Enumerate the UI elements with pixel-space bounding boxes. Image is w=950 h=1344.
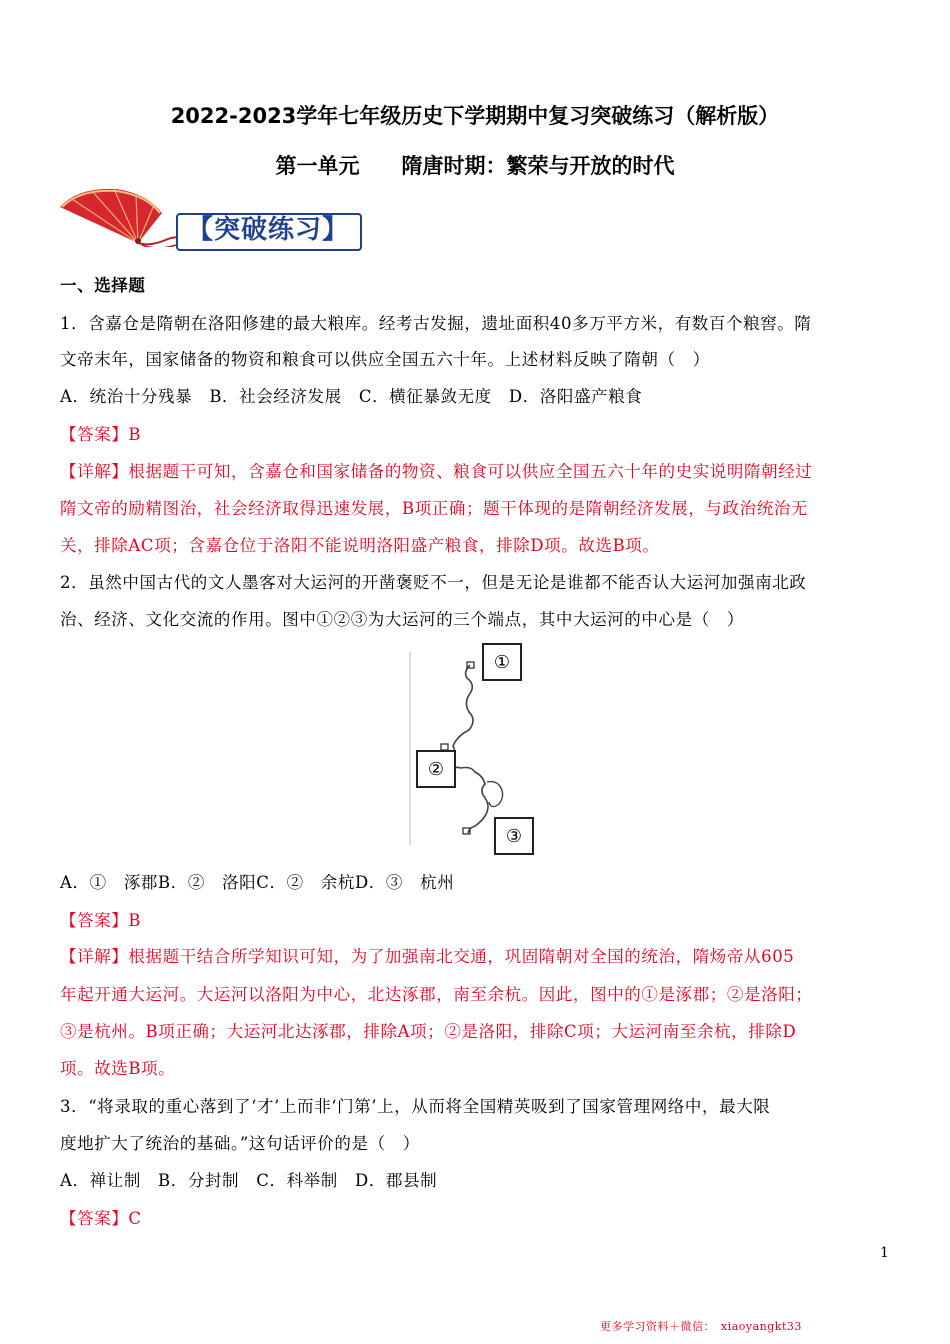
q1-detail-line-1: 【详解】根据题干可知，含嘉仓和国家储备的物资、粮食可以供应全国五六十年的史实说明隋朝经过 xyxy=(60,462,813,481)
q3-options: A．禅让制 B．分封制 C．科举制 D．郡县制 xyxy=(60,1171,438,1190)
q2-options: A．① 涿郡B．② 洛阳C．② 余杭D．③ 杭州 xyxy=(60,873,455,892)
q2-stem-line-2: 治、经济、文化交流的作用。图中①②③为大运河的三个端点，其中大运河的中心是（ ） xyxy=(60,610,744,629)
q3-stem-line-2: 度地扩大了统治的基础。”这句话评价的是（ ） xyxy=(60,1134,420,1153)
footer-note: 更多学习资料＋微信： xiaoyangkt33 xyxy=(600,1320,802,1333)
q1-options: A．统治十分残暴 B．社会经济发展 C．横征暴敛无度 D．洛阳盛产粮食 xyxy=(60,387,643,406)
q2-detail-line-2: 年起开通大运河。大运河以洛阳为中心，北达涿郡，南至余杭。因此，图中的①是涿郡；②是洛阳； xyxy=(60,985,813,1004)
q2-stem-line-1: 2．虽然中国古代的文人墨客对大运河的开凿褒贬不一，但是无论是谁都不能否认大运河加强南北政 xyxy=(60,573,807,592)
q3-stem-line-1: 3．“将录取的重心落到了‘才’上而非‘门第’上，从而将全国精英吸到了国家管理网络中，最大限 xyxy=(60,1097,771,1116)
q2-detail-line-1: 【详解】根据题干结合所学知识可知，为了加强南北交通，巩固隋朝对全国的统治，隋炀帝从605 xyxy=(60,947,795,966)
banner-label: 【突破练习】 xyxy=(186,215,349,245)
q2-detail-line-4: 项。故选B项。 xyxy=(60,1059,176,1078)
map-endpoint-1: ① xyxy=(482,643,522,681)
q1-stem-line-2: 文帝末年，国家储备的物资和粮食可以供应全国五六十年。上述材料反映了隋朝（ ） xyxy=(60,350,710,369)
q2-answer: 【答案】B xyxy=(60,911,142,930)
q1-detail-line-2: 隋文帝的励精图治，社会经济取得迅速发展，B项正确；题干体现的是隋朝经济发展，与政治统治无 xyxy=(60,499,809,518)
section-banner xyxy=(58,185,358,245)
q1-answer: 【答案】B xyxy=(60,425,142,444)
q1-stem-line-1: 1．含嘉仓是隋朝在洛阳修建的最大粮库。经考古发掘，遗址面积40多万平方米，有数百个粮窖。隋 xyxy=(60,314,812,333)
q2-detail-line-3: ③是杭州。B项正确；大运河北达涿郡，排除A项；②是洛阳，排除C项；大运河南至余杭，排除D xyxy=(60,1022,797,1041)
map-endpoint-3: ③ xyxy=(494,817,534,855)
document-title: 2022-2023学年七年级历史下学期期中复习突破练习（解析版） xyxy=(170,104,780,128)
q3-answer: 【答案】C xyxy=(60,1209,142,1228)
map-endpoint-2: ② xyxy=(416,750,456,788)
grand-canal-map xyxy=(405,640,545,860)
page-number: 1 xyxy=(880,1245,889,1261)
unit-subtitle: 第一单元 隋唐时期：繁荣与开放的时代 xyxy=(275,154,675,178)
section-heading: 一、选择题 xyxy=(60,276,146,295)
q1-detail-line-3: 关，排除AC项；含嘉仓位于洛阳不能说明洛阳盛产粮食，排除D项。故选B项。 xyxy=(60,536,660,555)
